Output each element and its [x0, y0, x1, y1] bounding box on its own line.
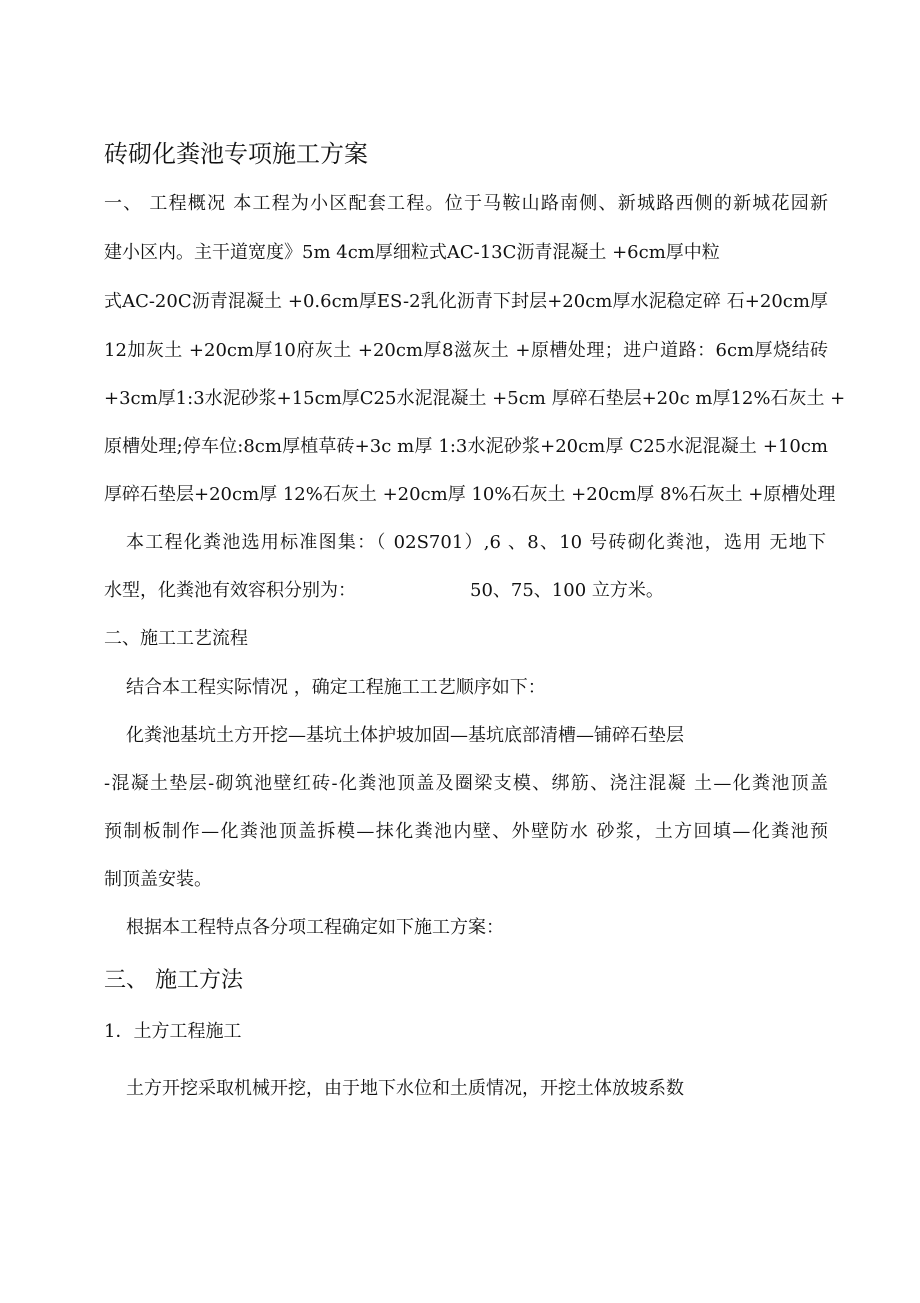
paragraph-line: 式AC-20C沥青混凝土 +0.6cm厚ES-2乳化沥青下封层+20cm厚水泥稳定碎 石+20cm厚	[104, 291, 828, 312]
paragraph-line: 本工程化粪池选用标准图集：（ 02S701）,6 、8、10 号砖砌化粪池，选用 无地下	[126, 532, 826, 553]
paragraph-line: 预制板制作—化粪池顶盖拆模—抹化粪池内壁、外壁防水 砂浆，土方回填—化粪池预	[104, 821, 828, 842]
paragraph-line: 结合本工程实际情况 ，确定工程施工工艺顺序如下：	[126, 677, 546, 698]
subsection-heading: 1．土方工程施工	[104, 1021, 242, 1042]
paragraph-line: 一、 工程概况 本工程为小区配套工程。位于马鞍山路南侧、新城路西侧的新城花园新	[104, 193, 828, 214]
paragraph-line: 根据本工程特点各分项工程确定如下施工方案：	[126, 917, 504, 938]
paragraph-line: 水型，化粪池有效容积分别为：	[104, 580, 356, 601]
paragraph-line: 12加灰土 +20cm厚10府灰土 +20cm厚8滋灰土 +原槽处理；进户道路：6cm厚烧结砖	[104, 340, 828, 361]
section-heading: 三、 施工方法	[104, 968, 243, 993]
paragraph-line: 原槽处理;停车位:8cm厚植草砖+3c m厚 1:3水泥砂浆+20cm厚 C25水泥混凝土 +10cm	[104, 436, 828, 457]
paragraph-line: 厚碎石垫层+20cm厚 12%石灰土 +20cm厚 10%石灰土 +20cm厚 8%石灰土 +原槽处理	[104, 484, 836, 505]
paragraph-line: 50、75、100 立方米。	[470, 580, 664, 601]
paragraph-line: 建小区内。主干道宽度》5m 4cm厚细粒式AC-13C沥青混凝土 +6cm厚中粒	[104, 242, 720, 263]
section-heading: 二、施工工艺流程	[104, 628, 248, 649]
paragraph-line: 制顶盖安装。	[104, 869, 212, 890]
paragraph-line: 化粪池基坑土方开挖—基坑土体护坡加固—基坑底部清槽—铺碎石垫层	[126, 725, 684, 746]
document-title: 砖砌化粪池专项施工方案	[104, 140, 368, 168]
paragraph-line: 土方开挖采取机械开挖，由于地下水位和土质情况，开挖土体放坡系数	[126, 1078, 684, 1099]
paragraph-line: +3cm厚1:3水泥砂浆+15cm厚C25水泥混凝土 +5cm 厚碎石垫层+20c m厚12%石灰土 +	[104, 388, 846, 409]
paragraph-line: -混凝土垫层-砌筑池壁红砖-化粪池顶盖及圈梁支模、绑筋、浇注混凝 土—化粪池顶盖	[104, 773, 828, 794]
